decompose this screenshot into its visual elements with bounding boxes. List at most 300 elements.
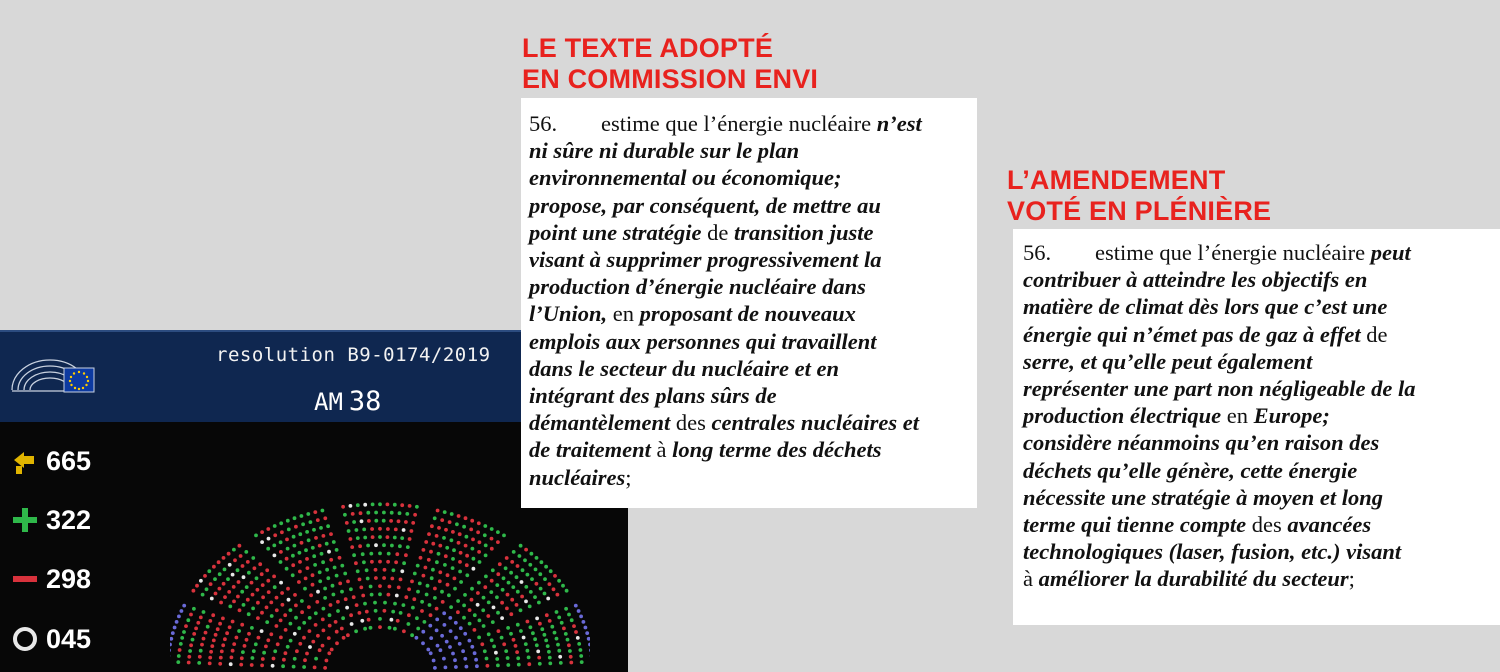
seat-dot [247,612,251,616]
seat-dot [367,618,371,622]
seat-dot [526,649,530,653]
text-run: de traitement [529,437,651,463]
seat-dot [485,657,489,661]
seat-dot [459,551,463,555]
seat-dot [444,528,448,532]
seat-dot [210,644,214,648]
seat-dot [482,596,486,600]
seat-dot [304,548,308,552]
seat-dot [429,550,433,554]
seat-dot [438,579,442,583]
seat-dot [438,544,442,548]
seat-dot [516,623,520,627]
seat-dot [507,581,511,585]
seat-dot [402,528,406,532]
seat-dot [315,600,319,604]
seat-dot [408,537,412,541]
seat-dot [284,651,288,655]
seat-dot [251,593,255,597]
seat-dot [429,651,433,655]
seat-dot [552,587,556,591]
seat-dot [435,629,439,633]
seat-dot [360,619,364,623]
text-line [1023,565,1488,592]
seat-dot [311,546,315,550]
seat-dot [291,563,295,567]
seat-dot [557,649,561,653]
seat-dot [422,548,426,552]
seat-dot [579,615,583,619]
seat-dot [383,601,387,605]
seat-dot [470,598,474,602]
seat-dot [323,666,327,670]
seat-dot [279,636,283,640]
seat-dot [218,587,222,591]
seat-dot [371,503,375,507]
text-run: représenter une part non négligeable de la [1023,376,1416,402]
text-run: considère néanmoins qu’en raison des [1023,430,1380,456]
seat-dot [437,552,441,556]
seat-dot [306,566,310,570]
seat-dot [413,572,417,576]
seat-dot [494,651,498,655]
seat-dot [214,592,218,596]
seat-dot [540,627,544,631]
seat-dot [470,587,474,591]
seat-dot [521,568,525,572]
seat-dot [313,563,317,567]
seat-dot [509,632,513,636]
seat-dot [363,536,367,540]
seat-dot [202,610,206,614]
seat-dot [528,605,532,609]
seat-dot [391,610,395,614]
text-line [529,300,967,327]
seat-dot [395,552,399,556]
seat-dot [192,607,196,611]
text-line [529,382,967,409]
seat-dot [279,550,283,554]
seat-dot [314,536,318,540]
text-line [529,464,967,491]
seat-dot [463,657,467,661]
seat-dot [457,541,461,545]
seat-dot [335,548,339,552]
text-run: de [1360,321,1388,347]
seat-dot [387,552,391,556]
seat-dot [450,512,454,516]
seat-dot [204,631,208,635]
seat-dot [582,620,586,624]
seat-dot [506,626,510,630]
heading-line: L’AMENDEMENT [1007,165,1226,195]
seat-dot [585,631,589,635]
text-run: point une stratégie [529,219,702,245]
seat-dot [382,576,386,580]
seat-dot [322,534,326,538]
text-run: n’est [876,111,922,136]
seat-dot [345,606,349,610]
seat-dot [523,558,527,562]
seat-dot [365,610,369,614]
vote-total-row [10,441,91,481]
seat-dot [378,625,382,629]
seat-dot [338,556,342,560]
seat-dot [239,554,243,558]
seat-dot [402,561,406,565]
seat-dot [273,554,277,558]
seat-dot [366,511,370,515]
seat-dot [567,613,571,617]
seat-dot [219,656,223,660]
seat-dot [448,616,452,620]
seat-dot [173,626,177,630]
text-run: production électrique [1023,403,1222,429]
seat-dot [223,637,227,641]
seat-dot [453,658,457,662]
seat-dot [311,640,315,644]
text-run: nécessite une stratégie à moyen et long [1023,484,1383,510]
vote-abstain-count: 045 [46,623,92,654]
seat-dot [273,524,277,528]
seat-dot [260,611,264,615]
text-run: serre, et qu’elle peut également [1023,348,1313,374]
text-run: à [1023,566,1039,592]
seat-dot [496,664,500,668]
seat-dot [440,634,444,638]
seat-dot [431,568,435,572]
seat-dot [502,534,506,538]
seat-dot [386,535,390,539]
seat-dot [496,530,500,534]
seat-dot [468,608,472,612]
seat-dot [265,568,269,572]
seat-dot [321,618,325,622]
seat-dot [285,557,289,561]
seat-dot [275,596,279,600]
seat-dot [515,575,519,579]
seat-dot [201,593,205,597]
seat-dot [352,595,356,599]
seat-dot [351,512,355,516]
seat-dot [469,528,473,532]
seat-dot [206,625,210,629]
seat-dot [336,600,340,604]
seat-dot [279,581,283,585]
amendment-number: 38 [348,386,382,417]
text-line [529,110,967,137]
seat-dot [407,587,411,591]
text-run: matière de climat dès lors que c’est une [1023,294,1388,320]
text-line [529,273,967,300]
seat-dot [176,660,180,664]
seat-dot [450,538,454,542]
commission-text-box [521,98,977,508]
text-run: Europe; [1253,403,1330,429]
seat-dot [261,595,265,599]
seat-dot [305,652,309,656]
seat-dot [484,554,488,558]
seat-dot [366,577,370,581]
seat-dot [475,664,479,668]
text-line [529,246,967,273]
text-run: l’Union, [529,301,608,327]
seat-dot [443,623,447,627]
seat-dot [180,636,184,640]
seat-dot [435,560,439,564]
seat-dot [184,624,188,628]
seat-dot [311,583,315,587]
seat-dot [548,656,552,660]
seat-dot [360,519,364,523]
seat-dot [325,542,329,546]
seat-dot [574,604,578,608]
seat-dot [535,617,539,621]
seat-dot [197,661,201,665]
seat-dot [435,534,439,538]
seat-dot [316,590,320,594]
seat-dot [421,641,425,645]
text-run: estime que l’énergie nucléaire [601,111,877,136]
seat-dot [365,568,369,572]
seat-dot [477,636,481,640]
text-run: terme qui tienne compte [1023,512,1247,538]
seat-dot [323,516,327,520]
seat-dot [390,511,394,515]
seat-dot [275,608,279,612]
seat-dot [314,611,318,615]
seat-dot [228,605,232,609]
seat-dot [427,532,431,536]
seat-dot [390,618,394,622]
seat-dot [458,642,462,646]
text-line [1023,239,1488,266]
text-line [1023,538,1488,565]
seat-dot [335,641,339,645]
seat-dot [483,524,487,528]
seat-dot [198,655,202,659]
seat-dot [568,649,572,653]
seat-dot [442,611,446,615]
seat-dot [366,544,370,548]
seat-dot [292,665,296,669]
seat-dot [548,582,552,586]
text-run: des [670,410,712,436]
seat-dot [500,601,504,605]
seat-dot [359,511,363,515]
seat-dot [289,622,293,626]
seat-dot [564,607,568,611]
seat-dot [484,575,488,579]
seat-dot [297,580,301,584]
seat-dot [454,665,458,669]
seat-dot [378,552,382,556]
seat-dot [211,613,215,617]
seat-dot [500,616,504,620]
seat-dot [490,537,494,541]
seat-dot [537,601,541,605]
seat-dot [240,656,244,660]
seat-dot [468,622,472,626]
seat-dot [437,526,441,530]
seat-dot [238,544,242,548]
seat-dot [388,585,392,589]
seat-dot [477,581,481,585]
text-run: avancées [1287,512,1372,538]
seat-dot [538,622,542,626]
seat-dot [410,580,414,584]
seat-dot [240,590,244,594]
seat-dot [236,568,240,572]
seat-dot [463,632,467,636]
seat-dot [561,584,565,588]
text-run: production d’énergie nucléaire dans [529,274,866,300]
seat-dot [254,642,258,646]
text-run: centrales nucléaires et [711,410,919,436]
seat-dot [373,601,377,605]
seat-dot [352,553,356,557]
seat-dot [453,577,457,581]
seat-dot [217,560,221,564]
seat-dot [465,554,469,558]
seat-dot [182,604,186,608]
seat-dot [448,520,452,524]
seat-dot [347,529,351,533]
seat-dot [476,530,480,534]
seat-dot [451,652,455,656]
seat-dot [177,615,181,619]
seat-dot [444,666,448,670]
seat-dot [307,538,311,542]
seat-dot [179,642,183,646]
seat-dot [426,648,430,652]
seat-dot [443,563,447,567]
seat-dot [265,620,269,624]
seat-dot [322,607,326,611]
seat-dot [393,503,397,507]
seat-dot [283,613,287,617]
seat-dot [474,658,478,662]
seat-dot [478,560,482,564]
seat-dot [530,577,534,581]
seat-dot [236,595,240,599]
seat-dot [584,626,588,630]
seat-dot [340,564,344,568]
seat-dot [486,664,490,668]
seat-dot [239,663,243,667]
seat-dot [287,598,291,602]
seat-dot [335,630,339,634]
seat-dot [178,648,182,652]
seat-dot [476,603,480,607]
seat-dot [293,657,297,661]
seat-dot [462,525,466,529]
seat-dot [232,585,236,589]
seat-dot [340,627,344,631]
text-line [529,328,967,355]
seat-dot [390,544,394,548]
seat-dot [314,657,318,661]
seat-dot [222,556,226,560]
seat-dot [458,570,462,574]
seat-dot [226,577,230,581]
seat-dot [199,649,203,653]
seat-dot [411,606,415,610]
seat-dot [463,593,467,597]
seat-dot [261,657,265,661]
seat-dot [308,629,312,633]
seat-dot [544,639,548,643]
seat-dot [308,616,312,620]
seat-dot [404,520,408,524]
seat-dot [430,524,434,528]
seat-dot [177,654,181,658]
seat-dot [212,565,216,569]
seat-dot [492,606,496,610]
seat-dot [465,535,469,539]
seat-dot [446,573,450,577]
seat-dot [319,526,323,530]
seat-dot [218,662,222,666]
seat-dot [433,666,437,670]
seat-dot [209,582,213,586]
seat-dot [358,611,362,615]
seat-dot [574,630,578,634]
seat-dot [212,639,216,643]
seat-dot [221,617,225,621]
seat-dot [539,587,543,591]
seat-dot [273,585,277,589]
seat-dot [462,604,466,608]
seat-dot [279,619,283,623]
text-run: contribuer à atteindre les objectifs en [1023,267,1368,293]
seat-dot [279,560,283,564]
seat-dot [490,638,494,642]
seat-dot [433,516,437,520]
seat-dot [572,624,576,628]
seat-dot [250,663,254,667]
seat-dot [298,532,302,536]
seat-dot [489,590,493,594]
seat-dot [243,644,247,648]
seat-dot [354,561,358,565]
seat-dot [252,649,256,653]
seat-dot [536,650,540,654]
seat-dot [535,582,539,586]
seat-dot [356,569,360,573]
seat-dot [506,593,510,597]
seat-dot [378,617,382,621]
seat-dot [219,601,223,605]
seat-dot [371,535,375,539]
seat-dot [316,518,320,522]
vote-for-row [10,500,91,540]
seat-dot [530,552,534,556]
seat-dot [266,547,270,551]
text-run: améliorer la durabilité du secteur [1038,566,1349,592]
seat-dot [253,566,257,570]
seat-dot [323,596,327,600]
seat-dot [579,648,583,652]
seat-dot [464,516,468,520]
seat-dot [256,588,260,592]
seat-dot [487,601,491,605]
seat-dot [512,638,516,642]
seat-dot [321,509,325,513]
seat-dot [396,619,400,623]
seat-dot [528,563,532,567]
seat-dot [297,626,301,630]
